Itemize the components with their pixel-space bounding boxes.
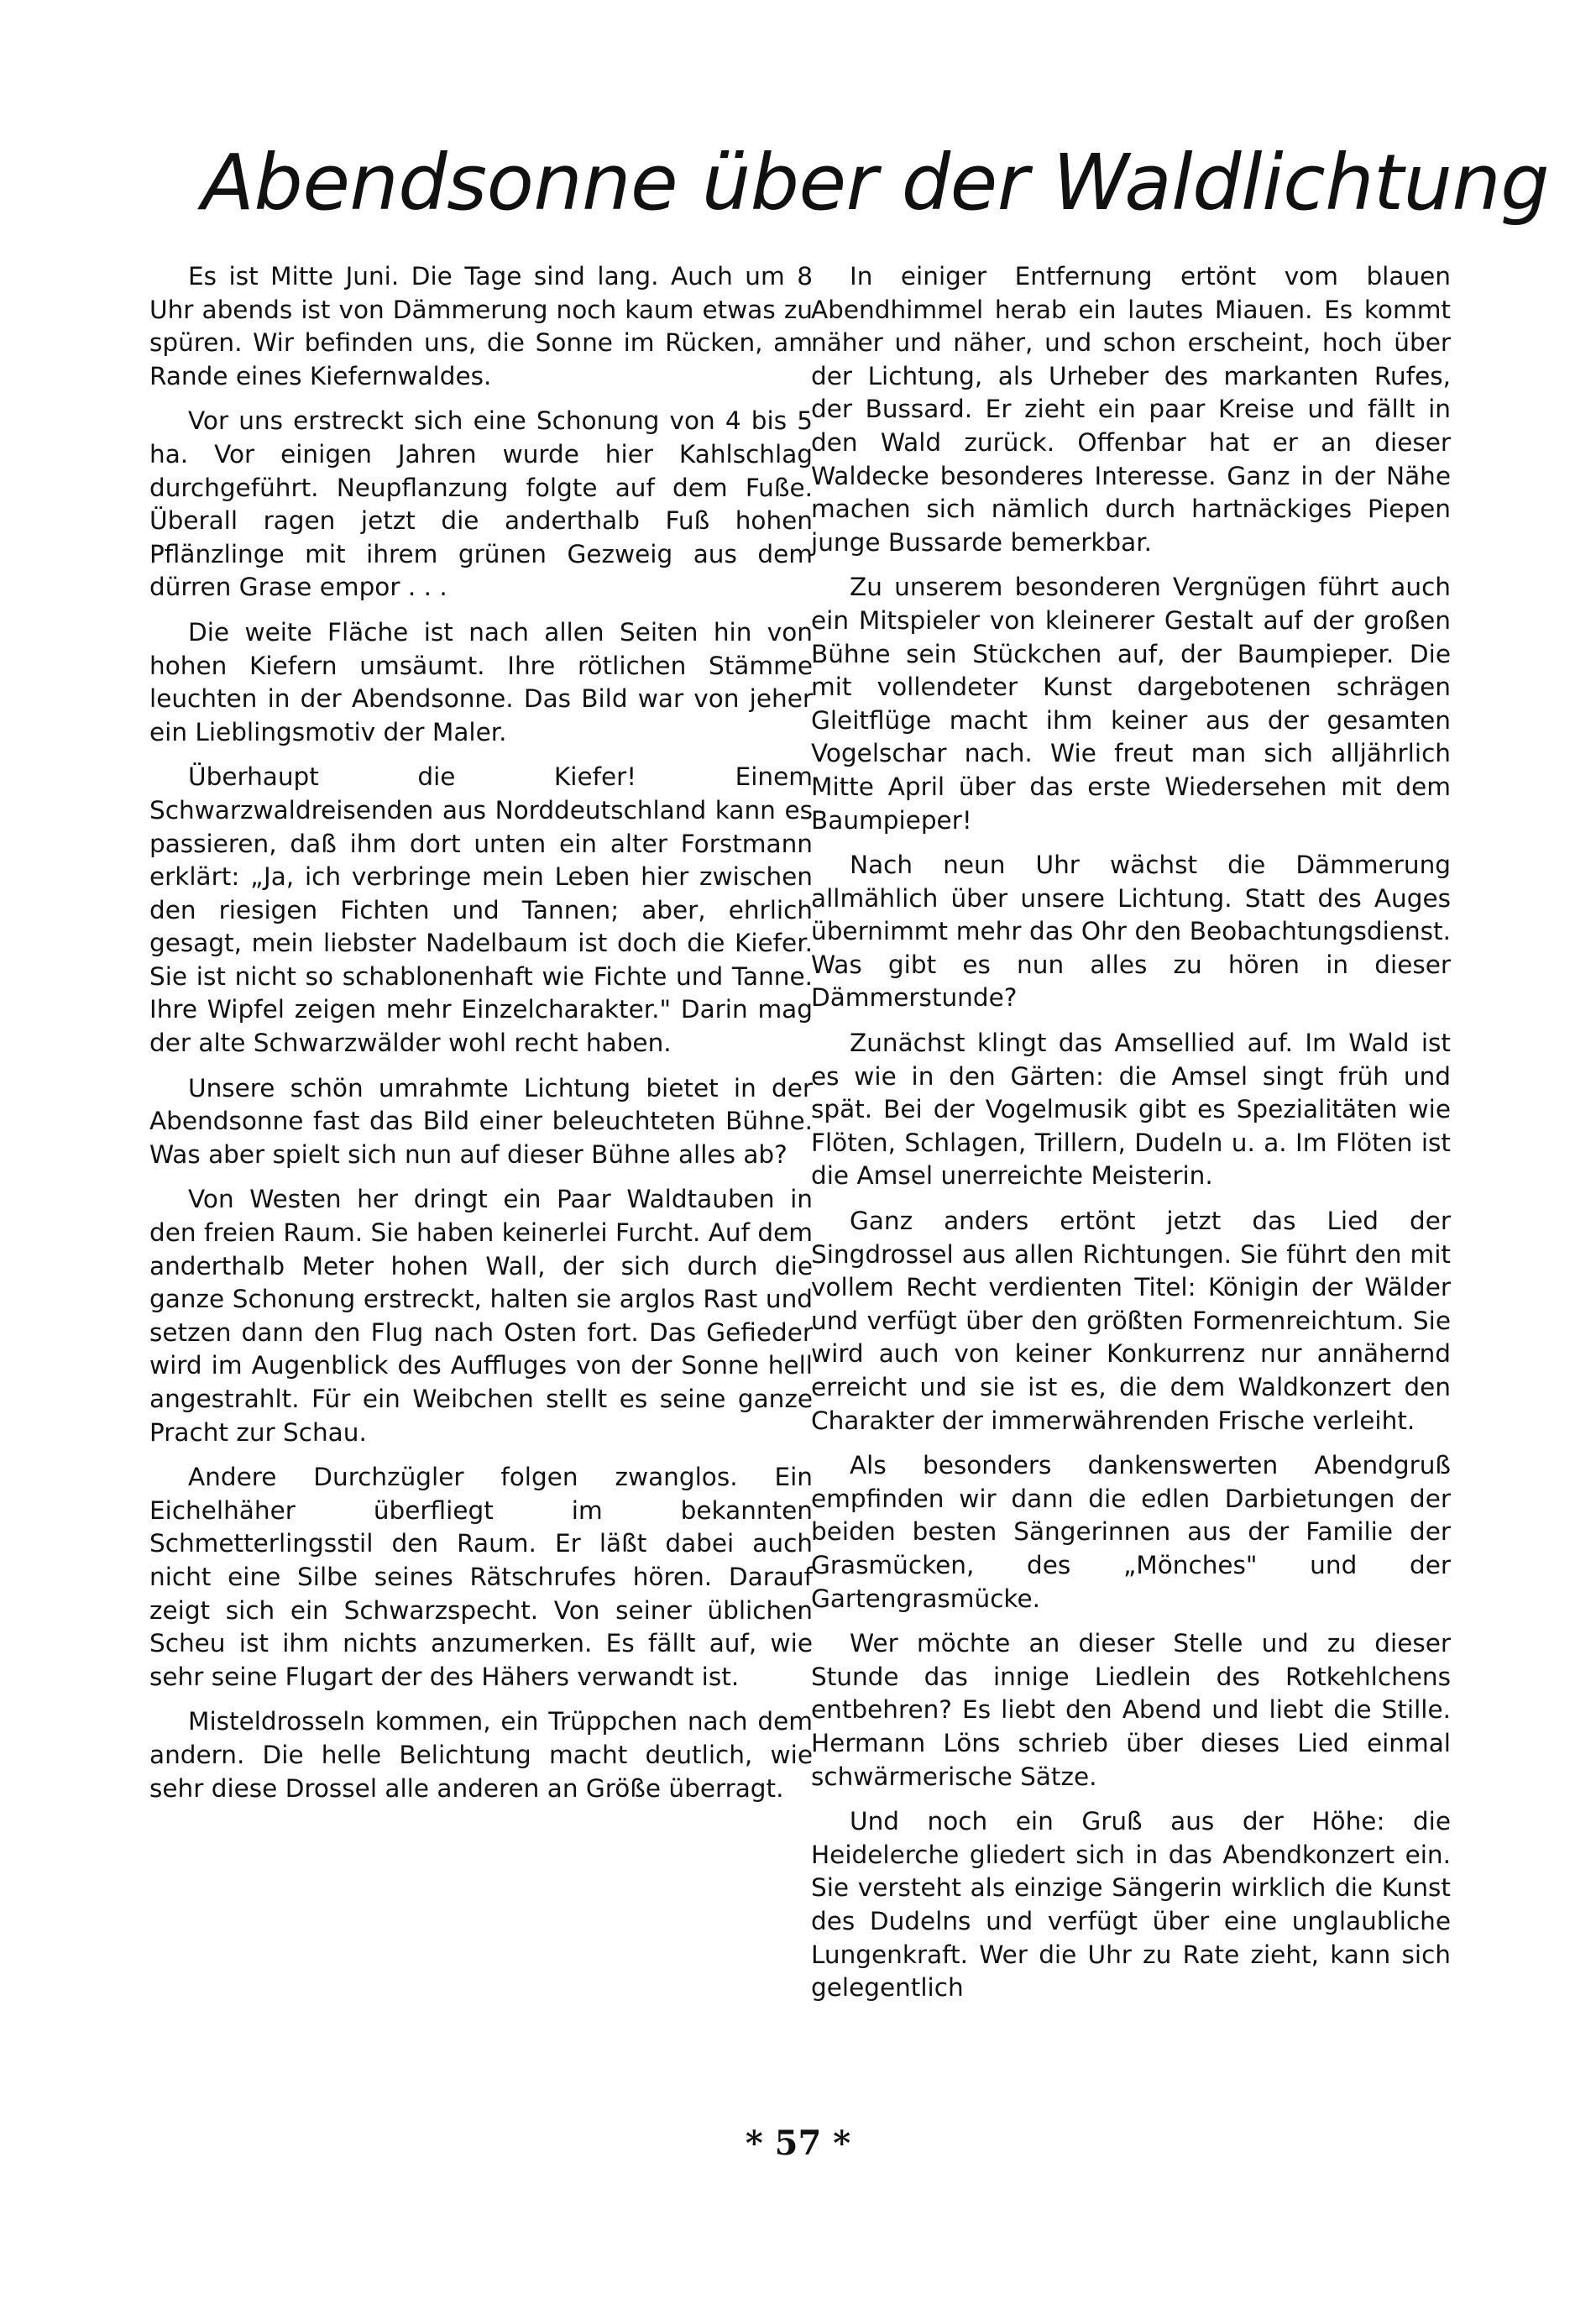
paragraph: Und noch ein Gruß aus der Höhe: die Heidelerche gliedert sich in das Abendkonzert ein. Sie versteht als einzige Sängerin wirklich die Kunst des Dudelns und verfügt über eine unglaubliche Lungenkraft. Wer die Uhr zu Rate zieht, kann sich gelegentlich [811, 1807, 1451, 2003]
paragraph: Andere Durchzügler folgen zwanglos. Ein Eichelhäher überfliegt im bekannten Schmetterlingsstil den Raum. Er läßt dabei auch nicht eine Silbe seines Rätschrufes hören. Darauf zeigt sich ein Schwarzspecht. Von seiner üblichen Scheu ist ihm nichts anzumerken. Es fällt auf, wie sehr seine Flugart der des Hähers verwandt ist. [149, 1463, 813, 1691]
paragraph: Nach neun Uhr wächst die Dämmerung allmählich über unsere Lichtung. Statt des Auges übernimmt mehr das Ohr den Beobachtungsdienst. Was gibt es nun alles zu hören in dieser Dämmerstunde? [811, 851, 1451, 1013]
paragraph: Zunächst klingt das Amsellied auf. Im Wald ist es wie in den Gärten: die Amsel singt früh und spät. Bei der Vogelmusik gibt es Spezialitäten wie Flöten, Schlagen, Trillern, Dudeln u. a. Im Flöten ist die Amsel unerreichte Meisterin. [811, 1029, 1451, 1191]
paragraph: In einiger Entfernung ertönt vom blauen Abendhimmel herab ein lautes Miauen. Es kommt näher und näher, und schon erscheint, hoch über der Lichtung, als Urheber des markanten Rufes, der Bussard. Er zieht ein paar Kreise und fällt in den Wald zurück. Offenbar hat er an dieser Waldecke besonderes Interesse. Ganz in der Nähe machen sich nämlich durch hartnäckiges Piepen junge Bussarde bemerkbar. [811, 262, 1451, 557]
paragraph: Misteldrosseln kommen, ein Trüppchen nach dem andern. Die helle Belichtung macht deutlich, wie sehr diese Drossel alle anderen an Größe überragt. [149, 1707, 813, 1803]
paragraph: Überhaupt die Kiefer! Einem Schwarzwaldreisenden aus Norddeutschland kann es passieren, daß ihm dort unten ein alter Forstmann erklärt: „Ja, ich verbringe mein Leben hier zwischen den riesigen Fichten und Tannen; aber, ehrlich gesagt, mein liebster Nadelbaum ist doch die Kiefer. Sie ist nicht so schablonenhaft wie Fichte und Tanne. Ihre Wipfel zeigen mehr Einzelcharakter." Darin mag der alte Schwarzwälder wohl recht haben. [149, 762, 813, 1058]
paragraph: Von Westen her dringt ein Paar Waldtauben in den freien Raum. Sie haben keinerlei Furcht. Auf dem anderthalb Meter hohen Wall, der sich durch die ganze Schonung erstreckt, halten sie arglos Rast und setzen dann den Flug nach Osten fort. Das Gefieder wird im Augenblick des Auffluges von der Sonne hell angestrahlt. Für ein Weibchen stellt es seine ganze Pracht zur Schau. [149, 1185, 813, 1447]
left-column [149, 260, 813, 1805]
paragraph: Als besonders dankenswerten Abendgruß empfinden wir dann die edlen Darbietungen der beiden besten Sängerinnen aus der Familie der Grasmücken, des „Mönches" und der Gartengrasmücke. [811, 1451, 1451, 1613]
paragraph: Zu unserem besonderen Vergnügen führt auch ein Mitspieler von kleinerer Gestalt auf der großen Bühne sein Stückchen auf, der Baumpieper. Die mit vollendeter Kunst dargebotenen schrägen Gleitflüge macht ihm keiner aus der gesamten Vogelschar nach. Wie freut man sich alljährlich Mitte April über das erste Wiedersehen mit dem Baumpieper! [811, 573, 1451, 835]
paragraph: Unsere schön umrahmte Lichtung bietet in der Abendsonne fast das Bild einer beleuchteten Bühne. Was aber spielt sich nun auf dieser Bühne alles ab? [149, 1073, 813, 1169]
right-column [811, 260, 1451, 2005]
paragraph: Vor uns erstreckt sich eine Schonung von 4 bis 5 ha. Vor einigen Jahren wurde hier Kahlschlag durchgeführt. Neupflanzung folgte auf dem Fuße. Überall ragen jetzt die anderthalb Fuß hohen Pflänzlinge mit ihrem grünen Gezweig aus dem dürren Grase empor . . . [149, 406, 813, 602]
paragraph: Wer möchte an dieser Stelle und zu dieser Stunde das innige Liedlein des Rotkehlchens entbehren? Es liebt den Abend und liebt die Stille. Hermann Löns schrieb über dieses Lied einmal schwärmerische Sätze. [811, 1629, 1451, 1791]
paragraph: Es ist Mitte Juni. Die Tage sind lang. Auch um 8 Uhr abends ist von Dämmerung noch kaum etwas zu spüren. Wir befinden uns, die Sonne im Rücken, am Rande eines Kiefernwaldes. [149, 262, 813, 390]
article-title: Abendsonne über der Waldlichtung [201, 138, 1550, 228]
paragraph: Ganz anders ertönt jetzt das Lied der Singdrossel aus allen Richtungen. Sie führt den mit vollem Recht verdienten Titel: Königin der Wälder und verfügt über den größten Formenreichtum. Sie wird auch von keiner Konkurrenz nur annähernd erreicht und sie ist es, die dem Waldkonzert den Charakter der immerwährenden Frische verleiht. [811, 1207, 1451, 1435]
paragraph: Die weite Fläche ist nach allen Seiten hin von hohen Kiefern umsäumt. Ihre rötlichen Stämme leuchten in der Abendsonne. Das Bild war von jeher ein Lieblingsmotiv der Maler. [149, 617, 813, 746]
page-number: * 57 * [745, 2124, 851, 2163]
